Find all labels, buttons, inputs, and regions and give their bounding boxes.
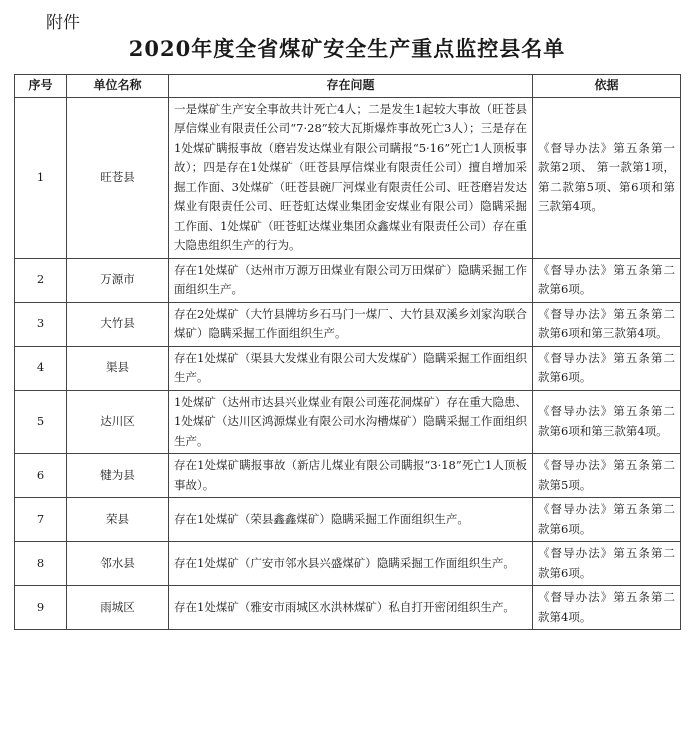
row-problem: 存在1处煤矿（雅安市雨城区水洪林煤矿）私自打开密闭组织生产。 [169,586,533,630]
row-problem: 存在1处煤矿（渠县大发煤业有限公司大发煤矿）隐瞒采掘工作面组织生产。 [169,346,533,390]
row-unit: 旺苍县 [67,97,169,258]
row-problem: 存在1处煤矿（达州市万源万田煤业有限公司万田煤矿）隐瞒采掘工作面组织生产。 [169,258,533,302]
table-row [15,390,681,454]
row-problem: 存在1处煤矿（荣县鑫鑫煤矿）隐瞒采掘工作面组织生产。 [169,498,533,542]
header-basis: 依据 [533,75,681,98]
row-basis: 《督导办法》第五条第二款第6项。 [533,498,681,542]
row-no: 7 [15,498,67,542]
header-problem: 存在问题 [169,75,533,98]
row-basis: 《督导办法》第五条第二款第4项。 [533,586,681,630]
row-basis: 《督导办法》第五条第二款第6项。 [533,346,681,390]
row-problem: 1处煤矿（达州市达县兴业煤业有限公司莲花洞煤矿）存在重大隐患、1处煤矿（达川区鸿源煤业有限公司水沟槽煤矿）隐瞒采掘工作面组织生产。 [169,390,533,454]
row-no: 3 [15,302,67,346]
row-problem: 存在1处煤矿瞒报事故（新店儿煤业有限公司瞒报“3·18”死亡1人顶板事故）。 [169,454,533,498]
table-row [15,97,681,258]
table-header-row [15,75,681,98]
row-problem: 存在1处煤矿（广安市邻水县兴盛煤矿）隐瞒采掘工作面组织生产。 [169,542,533,586]
row-no: 1 [15,97,67,258]
row-no: 2 [15,258,67,302]
table-row [15,302,681,346]
row-unit: 雨城区 [67,586,169,630]
row-unit: 犍为县 [67,454,169,498]
row-unit: 荣县 [67,498,169,542]
row-unit: 万源市 [67,258,169,302]
row-problem: 一是煤矿生产安全事故共计死亡4人；二是发生1起较大事故（旺苍县厚信煤业有限责任公司“7·28”较大瓦斯爆炸事故死亡3人）；三是存在1处煤矿瞒报事故（磨岩发达煤业有限公司瞒报“5·16”死亡1人顶板事故）；四是存在1处煤矿（旺苍县厚信煤业有限责任公司）擅自增加采掘工作面、3处煤矿（旺苍县碗厂河煤业有限责任公司、旺苍磨岩发达煤业有限责任公司、旺苍虹达煤业集团金安煤业有限公司）隐瞒采掘工作面、1处煤矿（旺苍虹达煤业集团众鑫煤业有限责任公司）存在重大隐患组织生产的行为。 [169,97,533,258]
header-no: 序号 [15,75,67,98]
attachment-label: 附件 [46,13,80,33]
document-title: 2020年度全省煤矿安全生产重点监控县名单 [128,36,566,61]
row-basis: 《督导办法》第五条第二款第6项和第三款第4项。 [533,302,681,346]
table-row [15,454,681,498]
row-no: 6 [15,454,67,498]
row-unit: 邻水县 [67,542,169,586]
row-basis: 《督导办法》第五条第二款第6项。 [533,542,681,586]
row-basis: 《督导办法》第五条第一款第2项、 第一款第1项，第二款第5项、第6项和第三款第4项。 [533,97,681,258]
row-unit: 达川区 [67,390,169,454]
table-row [15,498,681,542]
table-row [15,346,681,390]
row-basis: 《督导办法》第五条第二款第5项。 [533,454,681,498]
row-basis: 《督导办法》第五条第二款第6项和第三款第4项。 [533,390,681,454]
row-no: 9 [15,586,67,630]
monitoring-table [14,74,681,630]
row-unit: 渠县 [67,346,169,390]
row-no: 4 [15,346,67,390]
row-problem: 存在2处煤矿（大竹县牌坊乡石马门一煤厂、大竹县双溪乡刘家沟联合煤矿）隐瞒采掘工作面组织生产。 [169,302,533,346]
header-unit: 单位名称 [67,75,169,98]
table-row [15,542,681,586]
row-no: 8 [15,542,67,586]
row-unit: 大竹县 [67,302,169,346]
table-row [15,586,681,630]
table-row [15,258,681,302]
row-no: 5 [15,390,67,454]
row-basis: 《督导办法》第五条第二款第6项。 [533,258,681,302]
